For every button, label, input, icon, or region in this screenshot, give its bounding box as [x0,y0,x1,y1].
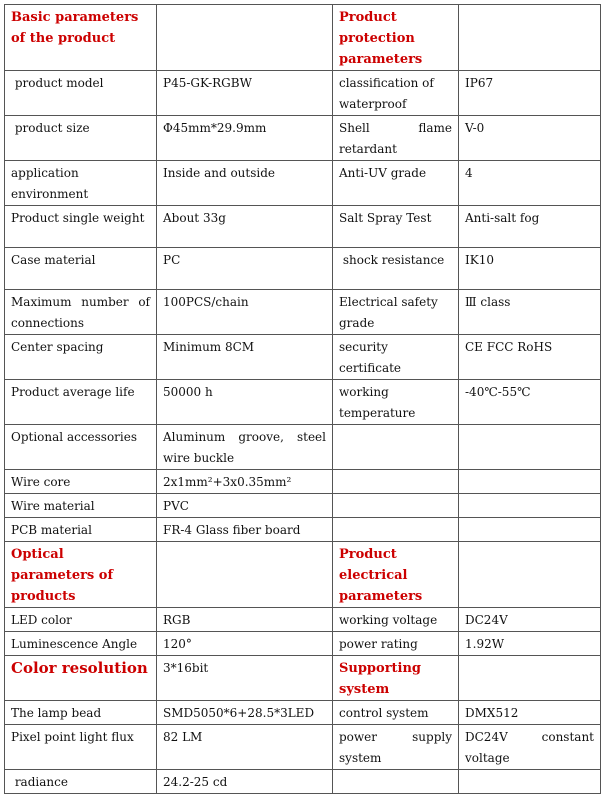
table-row [5,608,601,632]
table-cell [459,5,601,71]
param-label: PCB material [5,518,157,542]
param-value: 120° [157,632,333,656]
table-row [5,725,601,770]
param-value: IK10 [459,248,601,290]
param-label: security certificate [333,335,459,380]
table-cell [459,542,601,608]
table-row [5,425,601,470]
param-value: 1.92W [459,632,601,656]
param-label [333,518,459,542]
param-label: working voltage [333,608,459,632]
param-label: Electrical safety grade [333,290,459,335]
param-value [459,494,601,518]
table-row [5,71,601,116]
table-row [5,116,601,161]
param-value: Aluminum groove, steel wire buckle [157,425,333,470]
section-header-basic: Basic parameters of the product [5,5,157,71]
param-value: Minimum 8CM [157,335,333,380]
param-value: 3*16bit [157,656,333,701]
param-value [459,770,601,794]
param-value: P45-GK-RGBW [157,71,333,116]
section-header-optical: Optical parameters of products [5,542,157,608]
param-label: application environment [5,161,157,206]
param-label: classification of waterproof [333,71,459,116]
table-row [5,335,601,380]
param-label: radiance [5,770,157,794]
param-label: Product single weight [5,206,157,248]
table-row [5,380,601,425]
param-label: Product average life [5,380,157,425]
param-value: 100PCS/chain [157,290,333,335]
param-label: The lamp bead [5,701,157,725]
param-label: Anti-UV grade [333,161,459,206]
param-value: About 33g [157,206,333,248]
param-label: Salt Spray Test [333,206,459,248]
table-row [5,542,601,608]
table-row [5,5,601,71]
param-value: 2x1mm²+3x0.35mm² [157,470,333,494]
param-label: Case material [5,248,157,290]
section-header-protection: Product protection parameters [333,5,459,71]
param-label: Shell flame retardant [333,116,459,161]
table-row [5,470,601,494]
spec-table [4,4,601,794]
param-value: PC [157,248,333,290]
param-label: Pixel point light flux [5,725,157,770]
param-value: -40℃-55℃ [459,380,601,425]
param-label: control system [333,701,459,725]
table-row [5,770,601,794]
table-row [5,161,601,206]
color-resolution-label: Color resolution [5,656,157,701]
param-value: 4 [459,161,601,206]
param-label: Wire material [5,494,157,518]
param-value [459,470,601,494]
param-value: PVC [157,494,333,518]
param-value: CE FCC RoHS [459,335,601,380]
param-label: Luminescence Angle [5,632,157,656]
param-value: Ⅲ class [459,290,601,335]
param-label [333,425,459,470]
param-value: Inside and outside [157,161,333,206]
param-label: product model [5,71,157,116]
table-cell [157,5,333,71]
param-value: Anti-salt fog [459,206,601,248]
param-value: FR-4 Glass fiber board [157,518,333,542]
table-row [5,701,601,725]
table-row [5,290,601,335]
param-value: RGB [157,608,333,632]
param-label [333,770,459,794]
param-label: LED color [5,608,157,632]
param-value: DMX512 [459,701,601,725]
table-cell [157,542,333,608]
param-value: 24.2-25 cd [157,770,333,794]
param-label: Wire core [5,470,157,494]
param-value: V-0 [459,116,601,161]
param-label: Center spacing [5,335,157,380]
table-row [5,632,601,656]
param-value [459,518,601,542]
table-row [5,206,601,248]
param-value: 50000 h [157,380,333,425]
param-value: IP67 [459,71,601,116]
section-header-supporting: Supporting system [333,656,459,701]
table-row [5,518,601,542]
table-row [5,494,601,518]
param-value: SMD5050*6+28.5*3LED [157,701,333,725]
param-label: power rating [333,632,459,656]
param-value: Φ45mm*29.9mm [157,116,333,161]
param-value: DC24V [459,608,601,632]
section-header-electrical: Product electrical parameters [333,542,459,608]
param-label [333,494,459,518]
table-row [5,656,601,701]
table-row [5,248,601,290]
param-label: Optional accessories [5,425,157,470]
param-label: Maximum number of connections [5,290,157,335]
param-label: working temperature [333,380,459,425]
param-label [333,470,459,494]
param-value [459,425,601,470]
param-value: DC24V constant voltage [459,725,601,770]
param-label: product size [5,116,157,161]
table-cell [459,656,601,701]
param-label: shock resistance [333,248,459,290]
param-value: 82 LM [157,725,333,770]
param-label: power supply system [333,725,459,770]
